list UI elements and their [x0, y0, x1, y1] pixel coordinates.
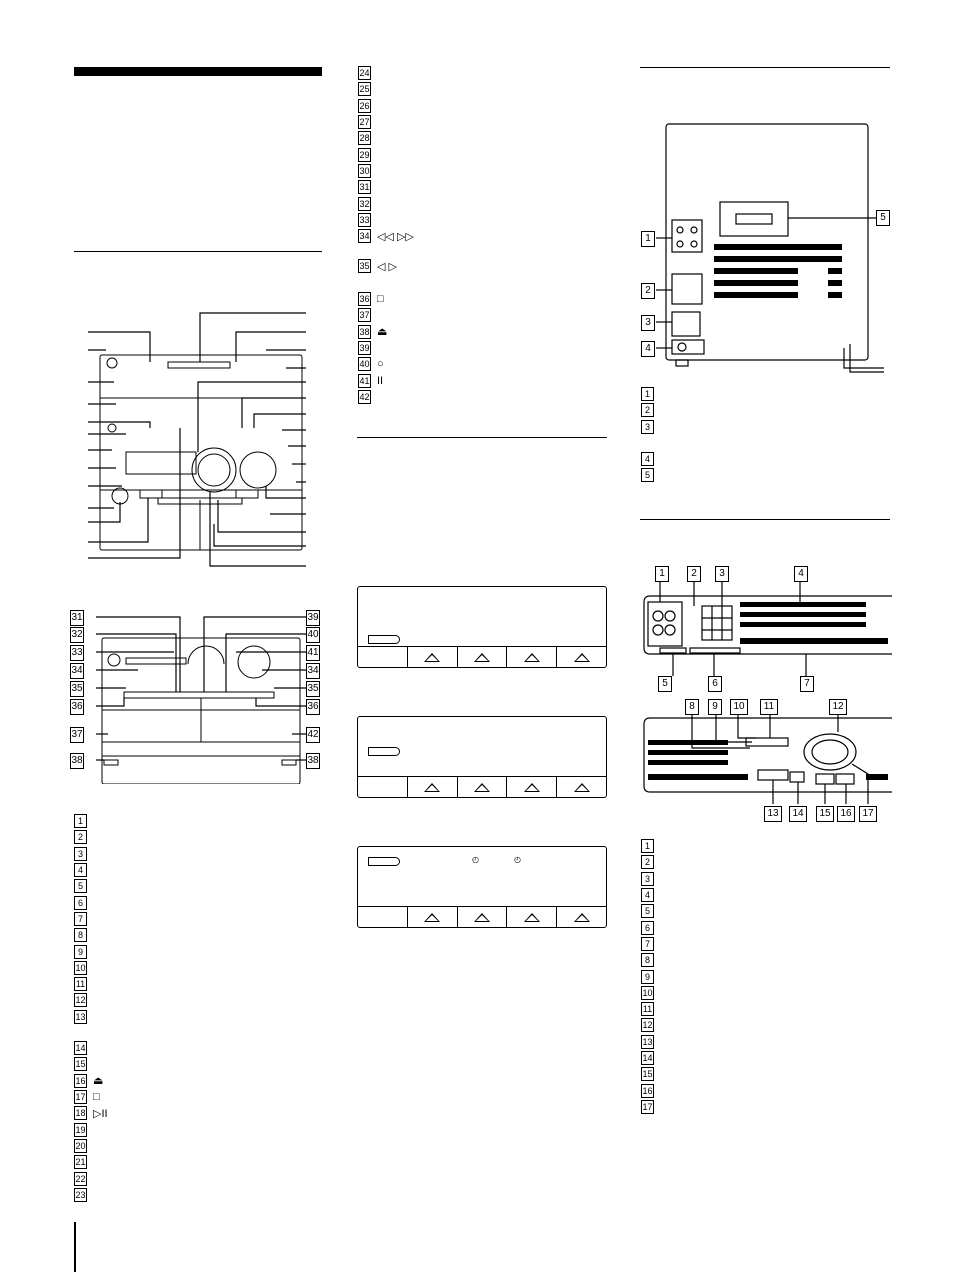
- callout-disp-16: 16: [837, 806, 855, 822]
- divider: [74, 251, 322, 252]
- list-item: 12: [75, 995, 86, 1006]
- callout-disp-11: 11: [760, 699, 778, 715]
- direction-icon: ◁ ▷: [377, 260, 397, 273]
- callout-disp-14: 14: [789, 806, 807, 822]
- list-item: 6: [641, 919, 654, 935]
- callout-disp-13: 13: [764, 806, 782, 822]
- callout-38: 38: [70, 753, 84, 769]
- list-item: 20: [75, 1140, 86, 1151]
- soft-button-4: [556, 777, 606, 797]
- section-header-bar: [74, 67, 322, 76]
- callout-disp-10: 10: [730, 699, 748, 715]
- list-item: 10: [75, 962, 86, 973]
- eject-icon: ⏏: [377, 326, 388, 339]
- indicator-pill: [368, 747, 400, 756]
- callout-rear-5: 5: [876, 210, 890, 226]
- soft-button-2: [457, 907, 507, 927]
- callout-33: 33: [70, 645, 84, 661]
- page-margin-line: [74, 1222, 76, 1272]
- display-window-diagram: [640, 578, 892, 818]
- list-item: 7: [74, 911, 87, 927]
- display-panel-2: [357, 716, 607, 798]
- list-item: 23: [75, 1189, 86, 1200]
- up-triangle-icon: [474, 783, 490, 792]
- up-triangle-icon: [424, 783, 440, 792]
- front-panel-lower-diagram: [96, 614, 306, 784]
- list-item: 31: [359, 182, 370, 193]
- list-item: 8: [74, 927, 87, 943]
- front-panel-diagram: [86, 310, 308, 572]
- callout-39: 39: [306, 610, 320, 626]
- callout-34-right: 34: [306, 663, 320, 679]
- list-item: 14: [642, 1053, 653, 1063]
- up-triangle-icon: [574, 653, 590, 662]
- callout-36: 36: [70, 699, 84, 715]
- list-item: 7: [641, 936, 654, 952]
- play-pause-icon: ▷II: [93, 1107, 108, 1120]
- list-item: 28: [359, 133, 370, 144]
- callout-disp-6: 6: [708, 676, 722, 692]
- list-item: 33: [359, 214, 370, 225]
- indicator-pill: [368, 635, 400, 644]
- list-item: 18 ▷II: [75, 1107, 108, 1120]
- front-items-list-2: [74, 1040, 108, 1203]
- soft-button-blank: [358, 647, 407, 667]
- list-item: 11: [642, 1004, 653, 1015]
- soft-button-row: [358, 646, 606, 667]
- list-item: 4: [641, 451, 654, 467]
- list-item: 19: [75, 1124, 86, 1135]
- list-item: 13: [75, 1011, 86, 1022]
- callout-disp-12: 12: [829, 699, 847, 715]
- callout-disp-7: 7: [800, 676, 814, 692]
- rear-items-list-a: [641, 386, 654, 435]
- display-panel-1: [357, 586, 607, 668]
- soft-button-row: [358, 776, 606, 797]
- soft-button-1: [407, 647, 457, 667]
- stop-icon: □: [377, 293, 384, 306]
- list-item: 17: [642, 1101, 653, 1112]
- callout-rear-4: 4: [641, 341, 655, 357]
- callout-disp-4: 4: [794, 566, 808, 582]
- display-items-list: [641, 838, 654, 1115]
- list-item: 40 ○: [359, 358, 384, 371]
- callout-disp-9: 9: [708, 699, 722, 715]
- list-item: 9: [641, 968, 654, 984]
- list-item: 11: [75, 979, 86, 990]
- rewind-fastforward-icon: ◁◁ ▷▷: [377, 230, 414, 243]
- list-item: 38 ⏏: [359, 326, 388, 339]
- stop-icon: □: [93, 1091, 100, 1104]
- list-item: 1: [641, 838, 654, 854]
- callout-disp-17: 17: [859, 806, 877, 822]
- front-items-list-5: [358, 291, 387, 405]
- list-item: 5: [641, 467, 654, 483]
- list-item: 16: [642, 1085, 653, 1096]
- list-item: 35 ◁ ▷: [359, 260, 397, 273]
- callout-41: 41: [306, 645, 320, 661]
- list-item: 14: [75, 1043, 86, 1054]
- divider: [357, 437, 607, 438]
- list-item: 29: [359, 149, 370, 160]
- callout-35: 35: [70, 681, 84, 697]
- list-item: 12: [642, 1020, 653, 1031]
- list-item: 32: [359, 198, 370, 209]
- list-item: 3: [74, 846, 87, 862]
- list-item: 10: [642, 987, 653, 998]
- callout-disp-3: 3: [715, 566, 729, 582]
- pause-icon: II: [377, 374, 384, 387]
- callout-31: 31: [70, 610, 84, 626]
- callout-34: 34: [70, 663, 84, 679]
- list-item: 42: [359, 391, 370, 402]
- up-triangle-icon: [474, 913, 490, 922]
- front-items-list-1: [74, 813, 87, 1025]
- soft-button-3: [506, 907, 556, 927]
- list-item: 2: [641, 402, 654, 418]
- list-item: 3: [641, 871, 654, 887]
- divider: [640, 519, 890, 520]
- callout-40: 40: [306, 627, 320, 643]
- soft-button-4: [556, 647, 606, 667]
- list-item: 22: [75, 1173, 86, 1184]
- soft-button-2: [457, 647, 507, 667]
- list-item: 15: [75, 1059, 86, 1070]
- rear-items-list-b: [641, 451, 654, 484]
- up-triangle-icon: [524, 653, 540, 662]
- list-item: 3: [641, 419, 654, 435]
- callout-36-right: 36: [306, 699, 320, 715]
- list-item: 15: [642, 1069, 653, 1080]
- rear-panel-diagram: [640, 120, 890, 382]
- callout-disp-5: 5: [658, 676, 672, 692]
- callout-38-right: 38: [306, 753, 320, 769]
- list-item: 13: [642, 1036, 653, 1047]
- soft-button-2: [457, 777, 507, 797]
- callout-42: 42: [306, 727, 320, 743]
- eject-icon: ⏏: [93, 1075, 104, 1088]
- list-item: 30: [359, 165, 370, 176]
- soft-button-3: [506, 647, 556, 667]
- list-item: 16 ⏏: [75, 1075, 104, 1088]
- list-item: 41 II: [359, 374, 384, 387]
- callout-37: 37: [70, 727, 84, 743]
- soft-button-1: [407, 777, 457, 797]
- callout-disp-8: 8: [685, 699, 699, 715]
- list-item: 39: [359, 343, 370, 354]
- list-item: 17 □: [75, 1091, 100, 1104]
- list-item: 6: [74, 894, 87, 910]
- soft-button-1: [407, 907, 457, 927]
- list-item: 34 ◁◁ ▷▷: [359, 230, 414, 243]
- list-item: 25: [359, 84, 370, 95]
- soft-button-row: [358, 906, 606, 927]
- soft-button-4: [556, 907, 606, 927]
- soft-button-3: [506, 777, 556, 797]
- clock-icon: ◴: [472, 855, 479, 864]
- up-triangle-icon: [474, 653, 490, 662]
- indicator-pill: [368, 857, 400, 866]
- list-item: 9: [74, 943, 87, 959]
- list-item: 37: [359, 310, 370, 321]
- list-item: 21: [75, 1157, 86, 1168]
- front-items-list-3: [358, 65, 414, 244]
- callout-disp-15: 15: [816, 806, 834, 822]
- callout-rear-3: 3: [641, 315, 655, 331]
- callout-disp-2: 2: [687, 566, 701, 582]
- display-panel-3: [357, 846, 607, 928]
- list-item: 1: [641, 386, 654, 402]
- up-triangle-icon: [524, 913, 540, 922]
- list-item: 2: [641, 854, 654, 870]
- list-item: 4: [74, 862, 87, 878]
- list-item: 24: [359, 68, 370, 79]
- up-triangle-icon: [424, 913, 440, 922]
- list-item: 5: [641, 903, 654, 919]
- callout-35-right: 35: [306, 681, 320, 697]
- up-triangle-icon: [524, 783, 540, 792]
- list-item: 8: [641, 952, 654, 968]
- up-triangle-icon: [574, 783, 590, 792]
- list-item: 2: [74, 829, 87, 845]
- soft-button-blank: [358, 777, 407, 797]
- list-item: 26: [359, 100, 370, 111]
- callout-rear-1: 1: [641, 231, 655, 247]
- clock-icon: ◴: [514, 855, 521, 864]
- callout-rear-2: 2: [641, 283, 655, 299]
- callout-32: 32: [70, 627, 84, 643]
- list-item: 1: [74, 813, 87, 829]
- list-item: 36 □: [359, 293, 384, 306]
- up-triangle-icon: [424, 653, 440, 662]
- list-item: 27: [359, 117, 370, 128]
- up-triangle-icon: [574, 913, 590, 922]
- list-item: 4: [641, 887, 654, 903]
- soft-button-blank: [358, 907, 407, 927]
- list-item: 5: [74, 878, 87, 894]
- divider: [640, 67, 890, 68]
- front-items-list-4: [358, 258, 397, 274]
- record-icon: ○: [377, 358, 384, 371]
- callout-disp-1: 1: [655, 566, 669, 582]
